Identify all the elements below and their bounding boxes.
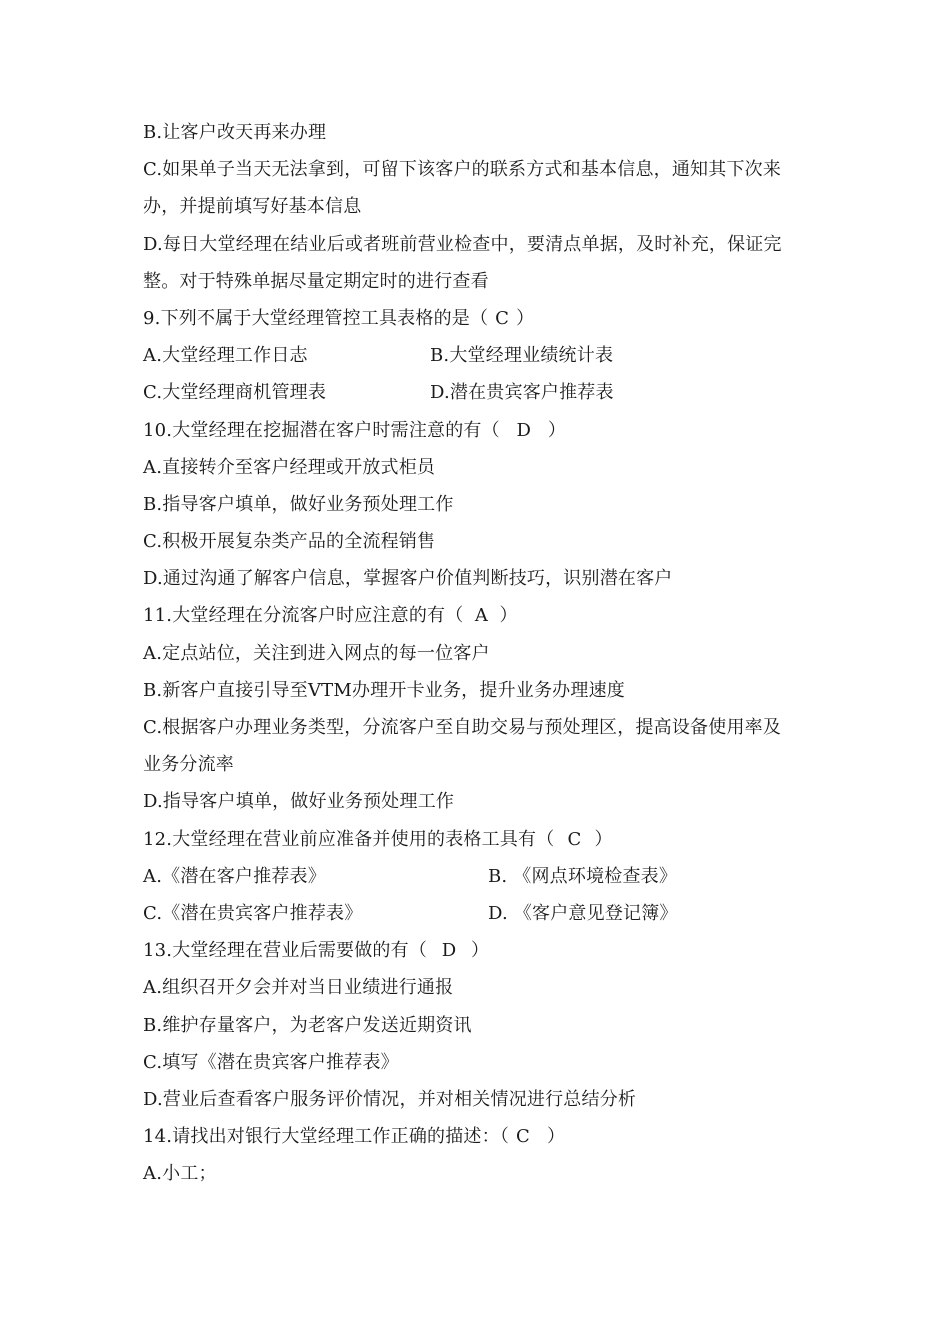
q11-answer: A <box>474 605 489 627</box>
q11-stem-text: 11.大堂经理在分流客户时应注意的有（ <box>143 605 464 627</box>
q12-stem-text: 12.大堂经理在营业前应准备并使用的表格工具有（ <box>143 828 555 850</box>
q11-option-d: D.指导客户填单，做好业务预处理工作 <box>143 791 455 813</box>
q11-option-b: B.新客户直接引导至VTM办理开卡业务，提升业务办理速度 <box>143 679 625 701</box>
q13-answer: D <box>441 940 457 962</box>
q13-stem-text: 13.大堂经理在营业后需要做的有（ <box>143 940 428 962</box>
q10-answer: D <box>516 419 532 441</box>
q10-stem <box>143 412 815 449</box>
q12-close: ） <box>594 828 613 850</box>
q9-option-a: A.大堂经理工作日志 <box>143 345 308 367</box>
q12-options-row1 <box>143 858 815 895</box>
q9-options-row1 <box>143 337 815 374</box>
q13-option-c: C.填写《潜在贵宾客户推荐表》 <box>143 1051 399 1073</box>
q10-stem-text: 10.大堂经理在挖掘潜在客户时需注意的有（ <box>143 419 500 441</box>
q9-stem <box>143 300 815 337</box>
q12-stem <box>143 821 815 858</box>
q12-options-row2 <box>143 895 815 932</box>
q14-answer: C <box>516 1126 531 1148</box>
q9-option-d: D.潜在贵宾客户推荐表 <box>430 382 614 404</box>
q9-options-row2 <box>143 374 815 411</box>
q14-option-a: A.小工； <box>143 1163 217 1185</box>
q10-option-b: B.指导客户填单，做好业务预处理工作 <box>143 493 454 515</box>
q11-close: ） <box>499 605 518 627</box>
q13-close: ） <box>471 940 490 962</box>
q8-option-b: B.让客户改天再来办理 <box>143 122 327 143</box>
q9-stem-text: 9.下列不属于大堂经理管控工具表格的是（ <box>143 307 489 329</box>
q9-answer: C <box>495 307 510 329</box>
q8-option-d-line2: 整。对于特殊单据尽量定期定时的进行查看 <box>143 270 489 292</box>
q11-option-a: A.定点站位，关注到进入网点的每一位客户 <box>143 642 490 664</box>
q8-option-c-line2: 办，并提前填写好基本信息 <box>143 196 362 218</box>
q11-stem <box>143 597 815 634</box>
q14-stem-text: 14.请找出对银行大堂经理工作正确的描述：（ <box>143 1126 510 1148</box>
q13-option-a: A.组织召开夕会并对当日业绩进行通报 <box>143 977 454 999</box>
q10-option-a: A.直接转介至客户经理或开放式柜员 <box>143 456 436 478</box>
q9-option-c: C.大堂经理商机管理表 <box>143 382 327 404</box>
q9-option-b: B.大堂经理业绩统计表 <box>430 345 614 367</box>
q10-close: ） <box>547 419 567 441</box>
q10-option-d: D.通过沟通了解客户信息，掌握客户价值判断技巧，识别潜在客户 <box>143 568 673 590</box>
q13-stem <box>143 932 815 969</box>
q8-option-d-line1: D.每日大堂经理在结业后或者班前营业检查中，要清点单据，及时补充，保证完 <box>143 233 782 255</box>
q13-option-d: D.营业后查看客户服务评价情况，并对相关情况进行总结分析 <box>143 1088 637 1110</box>
q12-option-c: C.《潜在贵宾客户推荐表》 <box>143 902 363 924</box>
q9-close: ） <box>516 307 535 329</box>
q8-option-c-line1: C.如果单子当天无法拿到，可留下该客户的联系方式和基本信息，通知其下次来 <box>143 159 782 181</box>
q10-option-c: C.积极开展复杂类产品的全流程销售 <box>143 531 436 553</box>
q12-answer: C <box>567 828 582 850</box>
q14-stem <box>143 1118 815 1155</box>
q12-option-d: D. 《客户意见登记簿》 <box>488 902 678 924</box>
q11-option-c-line2: 业务分流率 <box>143 754 234 776</box>
q13-option-b: B.维护存量客户，为老客户发送近期资讯 <box>143 1014 472 1036</box>
q12-option-a: A.《潜在客户推荐表》 <box>143 865 326 887</box>
q12-option-b: B. 《网点环境检查表》 <box>488 865 678 887</box>
q11-option-c-line1: C.根据客户办理业务类型，分流客户至自助交易与预处理区，提高设备使用率及 <box>143 717 782 738</box>
question-list <box>143 114 815 1192</box>
q14-close: ） <box>547 1126 566 1148</box>
